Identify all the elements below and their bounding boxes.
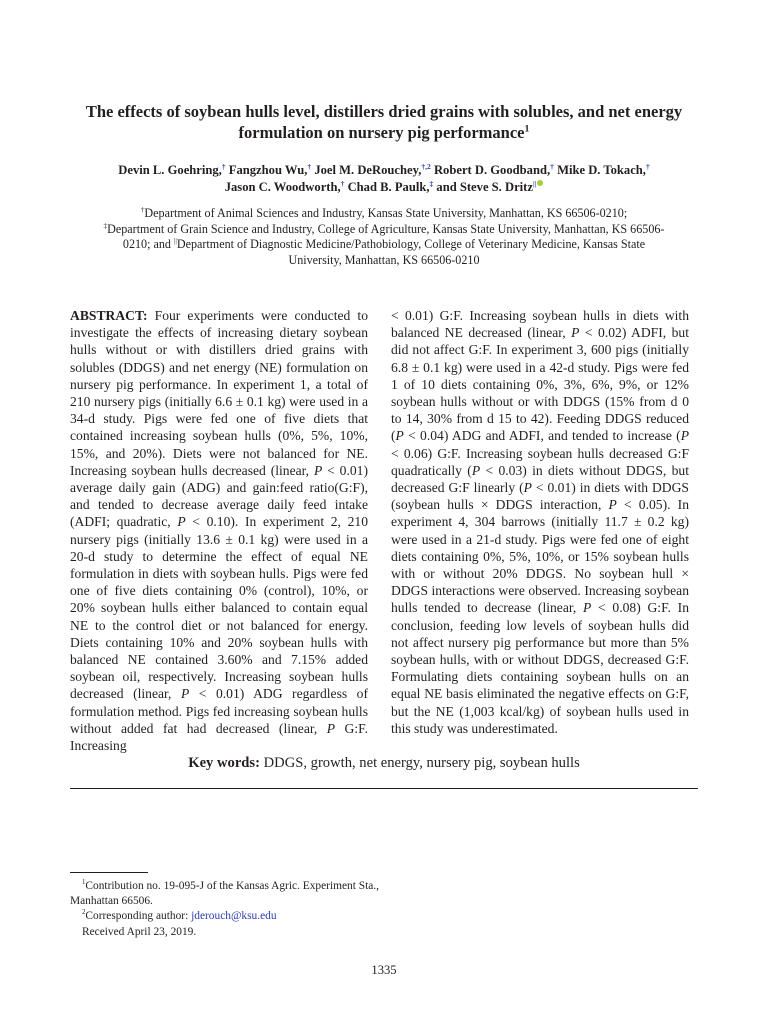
affiliation-marker: †	[140, 205, 145, 214]
abstract-run: < 0.05). In experiment 4, 304 barrows (initially 11.7 ± 0.2 kg) were used in a 21-d study. Pigs were fed one of eight diets containing 0%, 5%, 10%, or 15% soybean hulls with or without 20% DDGS. No soybean hull × DDGS interactions were observed. Increasing soybean hulls tended to decrease (linear,	[391, 497, 690, 616]
footnote-marker: 1	[82, 879, 86, 887]
abstract-run: < 0.06) G:F. Increasing soybean hulls decreased G:F quadratically (	[391, 445, 689, 478]
received-date: Received April 23, 2019.	[82, 925, 197, 938]
affiliations	[100, 206, 668, 268]
section-divider	[70, 788, 698, 789]
author-name: Mike D. Tokach,	[557, 163, 646, 177]
author-affiliation-marker[interactable]: †	[340, 178, 345, 188]
abstract-run: G:F. Increasing	[70, 720, 368, 754]
author-name: Chad B. Paulk,	[347, 180, 430, 194]
italic-p: P	[523, 480, 532, 496]
abstract-run: < 0.01) average daily gain (ADG) and gain:feed ratio(G:F), and tended to decrease average daily feed intake (ADFI; quadratic,	[70, 462, 369, 530]
abstract-label: ABSTRACT:	[70, 308, 148, 323]
author-affiliation-marker[interactable]: †	[645, 161, 650, 171]
affiliation-text: Department of Animal Sciences and Industry, Kansas State University, Manhattan, KS 66506-0210;	[144, 206, 628, 220]
italic-p: P	[177, 514, 186, 530]
abstract-run: < 0.03) in diets without DDGS, but decreased G:F linearly (	[391, 462, 689, 496]
italic-p: P	[180, 686, 190, 702]
affiliation-text: Department of Diagnostic Medicine/Pathobiology, College of Veterinary Medicine, Kansas State University, Manhattan, KS 66506-0210	[176, 237, 646, 267]
keywords	[70, 754, 698, 773]
affiliation-2	[100, 222, 668, 269]
orcid-icon[interactable]	[537, 180, 543, 186]
italic-p: P	[608, 497, 617, 513]
author-list	[60, 162, 708, 196]
italic-p: P	[583, 600, 592, 616]
italic-p: P	[571, 325, 580, 341]
affiliation-text: Department of Grain Science and Industry, College of Agriculture, Kansas State University, Manhattan, KS 66506-0210; and	[107, 221, 665, 251]
author-name: Robert D. Goodband,	[433, 163, 551, 177]
italic-p: P	[395, 428, 404, 444]
author-name: Joel M. DeRouchey,	[314, 163, 422, 177]
italic-p: P	[326, 720, 336, 736]
affiliation-1	[100, 206, 668, 222]
footnote-text: Corresponding author:	[85, 910, 192, 923]
author-affiliation-marker[interactable]: †	[307, 161, 312, 171]
abstract-run: < 0.01) in diets with DDGS (soybean hulls × DDGS interaction,	[391, 480, 689, 513]
abstract-run: Four experiments were conducted to investigate the effects of increasing dietary soybean hulls without or with distillers dried grains with solubles (DDGS) and net energy (NE) formulation on nursery pig performance. In experiment 1, a total of 210 nursery pigs (initially 6.6 ± 0.1 kg) were used in a 34-d study. Pigs were fed one of five diets that contained increasing soybean hulls (0%, 5%, 10%, 15%, and 20%). Diets were not balanced for NE. Increasing soybean hulls decreased (linear,	[70, 308, 368, 478]
author-name: Jason C. Woodworth,	[224, 180, 341, 194]
abstract-run: < 0.04) ADG and ADFI, and tended to increase (	[403, 428, 681, 444]
abstract-column-left	[70, 307, 368, 754]
footnote-marker: 2	[82, 909, 86, 917]
title-footnote-marker[interactable]: 1	[524, 123, 530, 135]
page-number: 1335	[371, 963, 397, 977]
abstract-run: < 0.02) ADFI, but did not affect G:F. In experiment 3, 600 pigs (initially 6.8 ± 0.1 kg) were used in a 42-d study. Pigs were fed 1 of 10 diets containing 0%, 3%, 6%, 9%, or 12% soybean hulls without or with DDGS (15% from d 0 to 14, 30% from d 15 to 42). Feeding DDGS reduced (	[391, 325, 689, 444]
affiliation-marker: ||	[173, 236, 177, 245]
author-affiliation-marker[interactable]: †,2	[421, 161, 431, 171]
footnote-text: Contribution no. 19-095-J of the Kansas Agric. Experiment Sta., Manhattan 66506.	[70, 880, 380, 908]
author-affiliation-marker[interactable]: †	[550, 161, 554, 171]
abstract-column-right	[391, 307, 689, 737]
footnote-1	[70, 879, 410, 909]
abstract-text	[70, 307, 368, 754]
article-title	[70, 101, 698, 143]
author-name: Devin L. Goehring,	[118, 163, 222, 177]
abstract-run: < 0.10). In experiment 2, 210 nursery pigs (initially 13.6 ± 0.1 kg) were used in a 20-d study to determine the effect of equal NE formulation in diets with soybean hulls. Pigs were fed one of five diets containing 0% (control), 10%, or 20% soybean hulls either balanced to contain equal NE to the control diet or not balanced for energy. Diets containing 10% and 20% soybean hulls with balanced NE contained 3.60% and 7.15% added soybean oil, respectively. Increasing soybean hulls decreased (linear,	[70, 514, 368, 702]
abstract-run: < 0.08) G:F. In conclusion, feeding low levels of soybean hulls did not affect nursery pig performance but more than 5% soybean hulls, with or without DDGS, decreased G:F. Formulating diets containing soybean hulls on an equal NE basis eliminated the negative effects on G:F, but the NE (1,003 kcal/kg) of soybean hulls used in this study was underestimated.	[391, 600, 689, 736]
keywords-text: DDGS, growth, net energy, nursery pig, soybean hulls	[259, 755, 580, 771]
abstract-run: < 0.01) ADG regardless of formulation method. Pigs fed increasing soybean hulls without added fat had decreased (linear,	[70, 686, 368, 736]
author-affiliation-marker[interactable]: †	[221, 161, 226, 171]
italic-p: P	[471, 462, 481, 478]
author-name: Fangzhou Wu,	[228, 163, 308, 177]
abstract-text-continued	[391, 307, 689, 737]
footnotes	[70, 879, 410, 940]
author-name: and Steve S. Dritz	[436, 180, 533, 194]
affiliation-marker: ‡	[103, 221, 108, 230]
abstract-run: < 0.01) G:F. Increasing soybean hulls in diets with balanced NE decreased (linear,	[391, 308, 689, 341]
footnote-2	[70, 909, 410, 924]
email-link[interactable]: jderouch@ksu.edu	[191, 910, 277, 923]
title-text: The effects of soybean hulls level, distillers dried grains with solubles, and net energy formulation on nursery pig performance	[85, 102, 683, 142]
author-affiliation-marker[interactable]: ||	[532, 178, 537, 188]
italic-p: P	[680, 428, 689, 444]
italic-p: P	[313, 462, 323, 478]
author-affiliation-marker[interactable]: ‡	[429, 178, 434, 188]
keywords-label: Key words:	[188, 755, 260, 771]
footnote-divider	[70, 872, 148, 873]
